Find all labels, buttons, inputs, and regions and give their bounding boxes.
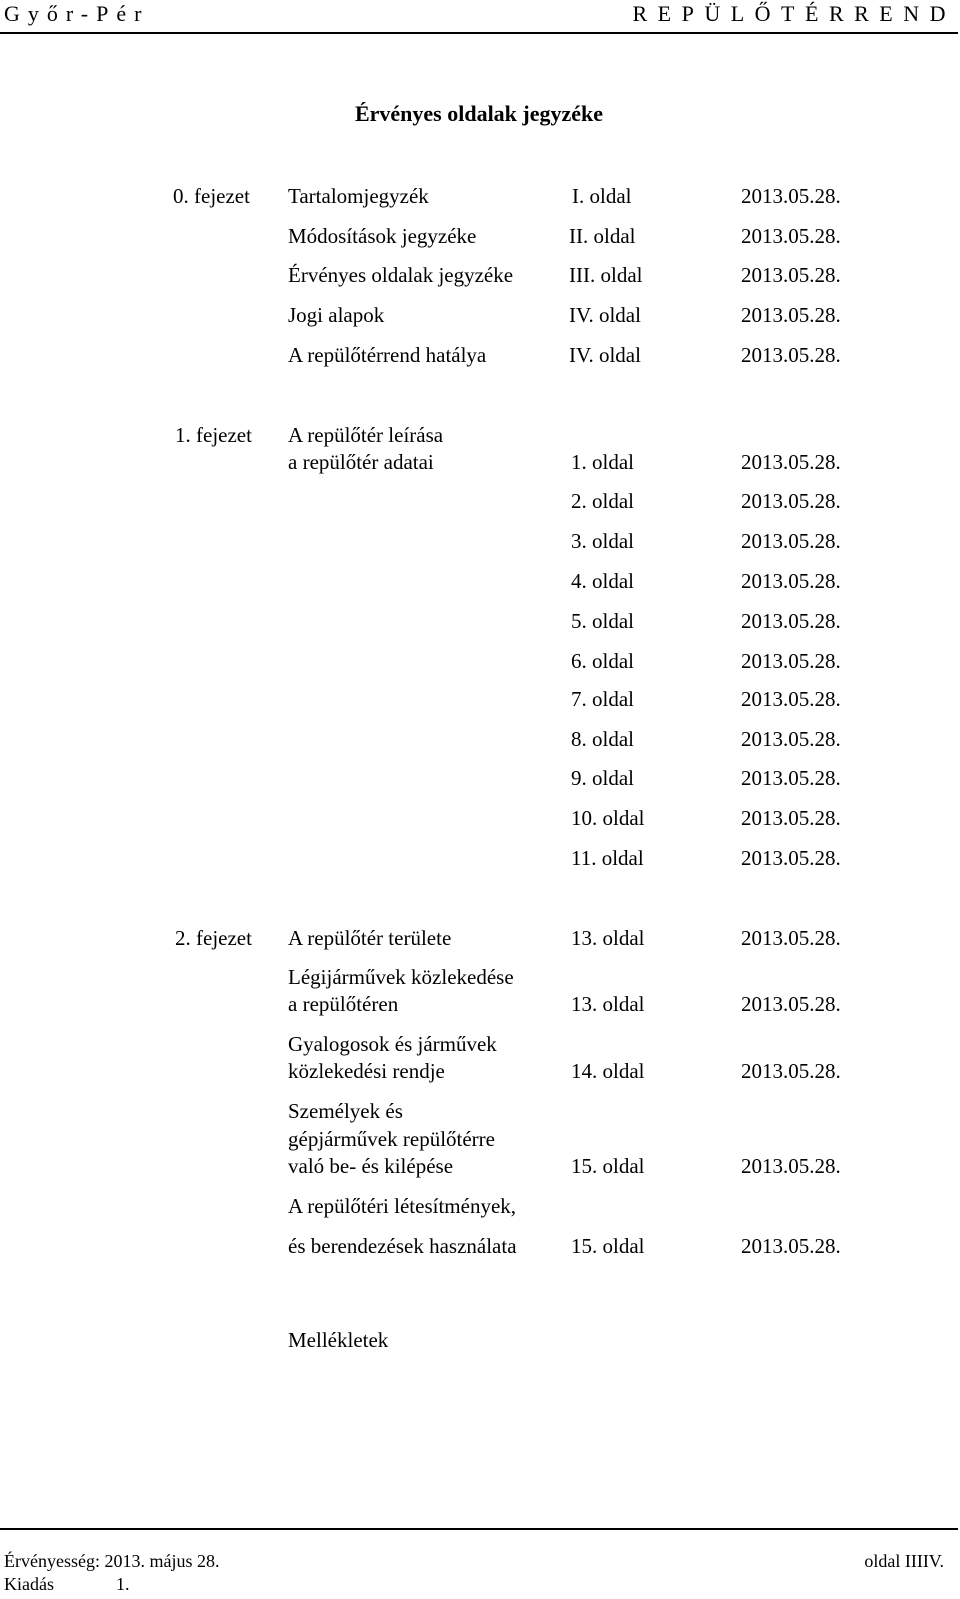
- page-title: Érvényes oldalak jegyzéke: [354, 101, 604, 126]
- list-item-date: 2013.05.28.: [741, 489, 841, 513]
- list-item-page: 6. oldal: [571, 649, 634, 673]
- list-item-page: I. oldal: [572, 184, 632, 208]
- chapter-1-heading: A repülőtér leírása: [288, 423, 444, 447]
- list-item-title: Tartalomjegyzék: [288, 184, 429, 208]
- list-item-date: 2013.05.28.: [741, 766, 841, 790]
- footer-edition-value: 1.: [116, 1574, 130, 1594]
- chapter-2-label: 2. fejezet: [175, 926, 252, 950]
- list-item-title: a repülőtéren: [288, 992, 399, 1016]
- list-item-date: 2013.05.28.: [741, 846, 841, 870]
- list-item-title: A repülőtéri létesítmények,: [288, 1194, 517, 1218]
- footer-divider: [0, 1528, 958, 1530]
- list-item-title: Jogi alapok: [288, 303, 385, 327]
- list-item-title: Módosítások jegyzéke: [288, 224, 477, 248]
- list-item-page: 3. oldal: [571, 529, 634, 553]
- list-item-page: 13. oldal: [571, 926, 645, 950]
- appendix-heading: Mellékletek: [288, 1328, 389, 1352]
- list-item-page: 14. oldal: [571, 1059, 645, 1083]
- list-item-date: 2013.05.28.: [741, 303, 841, 327]
- list-item-date: 2013.05.28.: [741, 263, 841, 287]
- list-item-title: és berendezések használata: [288, 1234, 517, 1258]
- list-item-date: 2013.05.28.: [741, 450, 841, 474]
- list-item-page: II. oldal: [569, 224, 636, 248]
- list-item-page: III. oldal: [569, 263, 643, 287]
- list-item-page: IV. oldal: [569, 303, 641, 327]
- list-item-title: A repülőtér területe: [288, 926, 452, 950]
- list-item-title: Gyalogosok és járművek: [288, 1032, 497, 1056]
- list-item-date: 2013.05.28.: [741, 569, 841, 593]
- list-item-date: 2013.05.28.: [741, 992, 841, 1016]
- list-item-date: 2013.05.28.: [741, 649, 841, 673]
- list-item-date: 2013.05.28.: [741, 687, 841, 711]
- list-item-page: 1. oldal: [571, 450, 634, 474]
- list-item-title: Érvényes oldalak jegyzéke: [288, 263, 514, 287]
- list-item-page: 10. oldal: [571, 806, 645, 830]
- list-item-date: 2013.05.28.: [741, 926, 841, 950]
- list-item-date: 2013.05.28.: [741, 1234, 841, 1258]
- list-item-page: 2. oldal: [571, 489, 634, 513]
- list-item-page: 7. oldal: [571, 687, 634, 711]
- list-item-date: 2013.05.28.: [741, 1154, 841, 1178]
- header-airport-name: Győr-Pér: [4, 1, 150, 26]
- list-item-date: 2013.05.28.: [741, 1059, 841, 1083]
- footer-page-number: oldal IIIIV.: [864, 1551, 944, 1571]
- header-document-name: REPÜLŐTÉRREND: [632, 1, 956, 26]
- list-item-date: 2013.05.28.: [741, 727, 841, 751]
- list-item-page: 8. oldal: [571, 727, 634, 751]
- list-item-date: 2013.05.28.: [741, 609, 841, 633]
- list-item-title: közlekedési rendje: [288, 1059, 445, 1083]
- list-item-date: 2013.05.28.: [741, 806, 841, 830]
- chapter-0-label: 0. fejezet: [173, 184, 250, 208]
- footer-validity: Érvényesség: 2013. május 28.: [4, 1551, 220, 1571]
- list-item-date: 2013.05.28.: [741, 529, 841, 553]
- list-item-page: IV. oldal: [569, 343, 641, 367]
- list-item-title: Személyek és: [288, 1099, 403, 1123]
- list-item-page: 9. oldal: [571, 766, 634, 790]
- list-item-title: Légijárművek közlekedése: [288, 965, 514, 989]
- list-item-title: való be- és kilépése: [288, 1154, 454, 1178]
- list-item-page: 11. oldal: [571, 846, 644, 870]
- footer-edition-label: Kiadás: [4, 1574, 54, 1594]
- list-item-title: A repülőtérrend hatálya: [288, 343, 487, 367]
- chapter-1-label: 1. fejezet: [175, 423, 252, 447]
- list-item-page: 15. oldal: [571, 1234, 645, 1258]
- list-item-date: 2013.05.28.: [741, 343, 841, 367]
- list-item-title: gépjárművek repülőtérre: [288, 1127, 495, 1151]
- list-item-page: 13. oldal: [571, 992, 645, 1016]
- header-divider: [0, 32, 958, 34]
- list-item-date: 2013.05.28.: [741, 184, 841, 208]
- list-item-page: 4. oldal: [571, 569, 634, 593]
- list-item-page: 15. oldal: [571, 1154, 645, 1178]
- chapter-1-subheading: a repülőtér adatai: [288, 450, 434, 474]
- list-item-date: 2013.05.28.: [741, 224, 841, 248]
- list-item-page: 5. oldal: [571, 609, 634, 633]
